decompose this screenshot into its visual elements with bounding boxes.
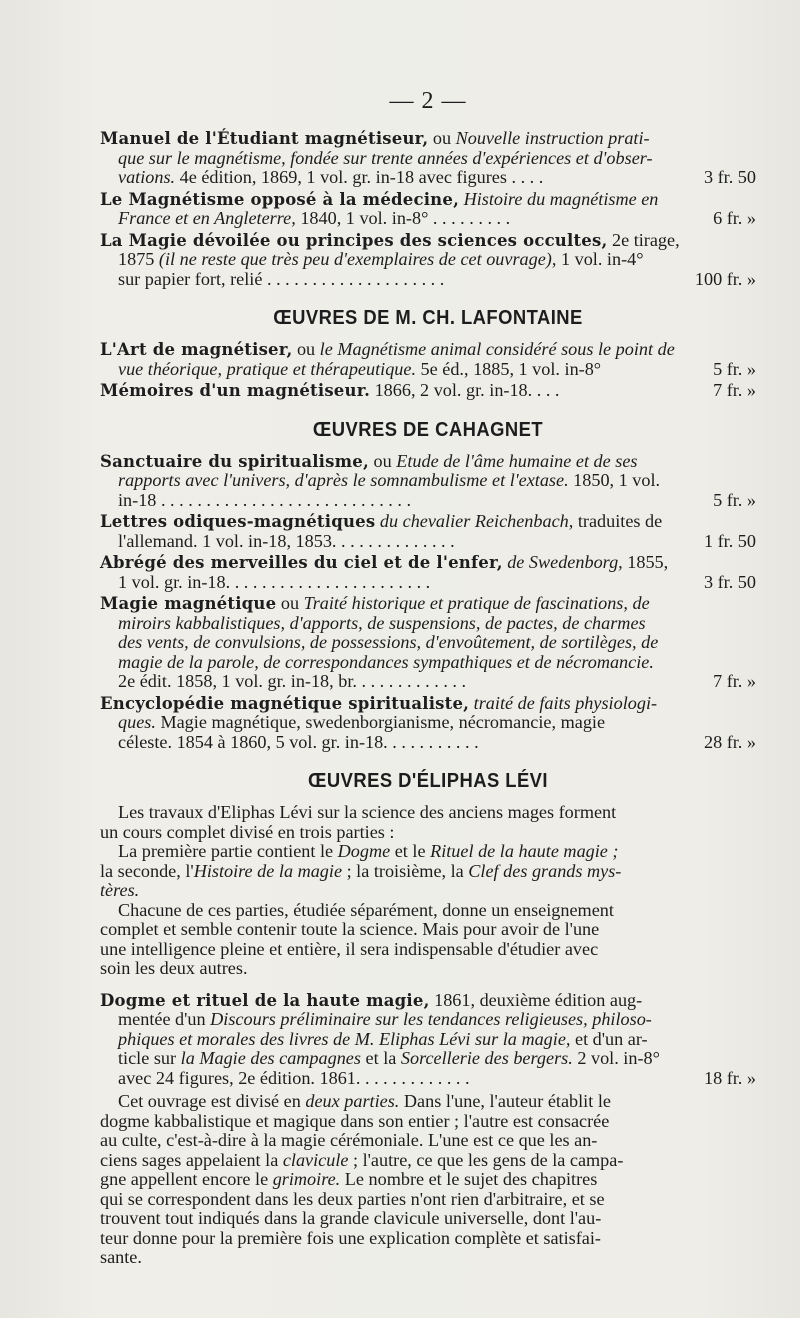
price: 7 fr. » (713, 671, 756, 691)
price: 5 fr. » (713, 489, 756, 510)
entry-title: Lettres odiques-magnétiques (100, 512, 376, 531)
section-heading-cahagnet: ŒUVRES DE CAHAGNET (312, 418, 544, 441)
levi-intro: Les travaux d'Eliphas Lévi sur la science des anciens mages forment un cours complet divisé en trois parties : La première partie contient le Dogme et le Rituel de la haute magie ; la seconde, l'Histoire de la magie ; la troisième, la Clef des grands mys- tères. Chacune de ces parties, étudiée séparément, donne un enseignement complet et semble contenir toute la science. Mais pour avoir de l'une une intelligence pleine et entière, il sera indispensable d'étudier avec soin les deux autres. (100, 802, 622, 978)
entry-memoires: Mémoires d'un magnétiseur. 1866, 2 vol. gr. in-18. . . . 7 fr. » (100, 380, 756, 400)
price: 18 fr. » (703, 1067, 756, 1088)
entry-sanctuaire: Sanctuaire du spiritualisme, ou Etude de l'âme humaine et de ses rapports avec l'univers, d'après le somnambulisme et l'extase. 1850, 1 vol. in-18 . . . . . . . . . . . . . . . . . . . . . . . . . . . . 5 fr. » (100, 450, 756, 510)
entry-title: Abrégé des merveilles du ciel et de l'enfer, (100, 553, 503, 572)
entry-manuel: Manuel de l'Étudiant magnétiseur, ou Nouvelle instruction prati- que sur le magnétisme, fondée sur trente années d'expériences et d'obser- vations. 4e édition, 1869, 1 vol. gr. in-18 avec figures . . . . 3 fr. 50 (100, 128, 756, 187)
price: 3 fr. 50 (703, 571, 756, 592)
section-heading-levi: ŒUVRES D'ÉLIPHAS LÉVI (307, 770, 548, 792)
entry-title: Mémoires d'un magnétiseur. (100, 381, 371, 400)
section-heading-lafontaine: ŒUVRES DE M. CH. LAFONTAINE (273, 307, 583, 329)
entry-title: Encyclopédie magnétique spiritualiste, (100, 693, 470, 713)
price: 3 fr. 50 (703, 167, 756, 187)
entry-title: L'Art de magnétiser, (100, 340, 293, 359)
entry-lettres-odiques: Lettres odiques-magnétiques du chevalier Reichenbach, traduites de l'allemand. 1 vol. in-18, 1853. . . . . . . . . . . . . . 1 fr. 50 (100, 511, 756, 551)
price: 1 fr. 50 (703, 530, 756, 551)
price: 100 fr. » (694, 268, 756, 289)
entry-magie-devoilee: La Magie dévoilée ou principes des sciences occultes, 2e tirage, 1875 (il ne reste que très peu d'exemplaires de cet ouvrage), 1 vol. in-4° sur papier fort, relié . . . . . . . . . . . . . . . . . . . . 100 fr. » (100, 229, 756, 289)
price: 28 fr. » (703, 731, 756, 752)
entry-magnetisme-oppose: Le Magnétisme opposé à la médecine, Histoire du magnétisme en France et en Angleterre, 1840, 1 vol. in-8° . . . . . . . . . 6 fr. » (100, 188, 756, 228)
page-number: — 2 — (389, 88, 467, 114)
price: 7 fr. » (713, 380, 756, 400)
dogme-description: Cet ouvrage est divisé en deux parties. Dans l'une, l'auteur établit le dogme kabbalistique et magique dans son entier ; l'autre est consacrée au culte, c'est-à-dire à la magie cérémoniale. L'une est ce que les an- ciens sages appelaient la clavicule ; l'autre, ce que les gens de la campa- gne appellent encore le grimoire. Le nombre et le sujet des chapitres qui se correspondent dans les deux parties n'ont rien d'arbitraire, et se trouvent tout indiqués dans la grande clavicule universelle, dont l'au- teur donne pour la première fois une explication complète et satisfai- sante. (100, 1091, 624, 1267)
entry-art-magnetiser: L'Art de magnétiser, ou le Magnétisme animal considéré sous le point de vue théorique, pratique et thérapeutique. 5e éd., 1885, 1 vol. in-8° 5 fr. » (100, 339, 756, 379)
entry-abrege: Abrégé des merveilles du ciel et de l'enfer, de Swedenborg, 1855, 1 vol. gr. in-18. . . . . . . . . . . . . . . . . . . . . . . 3 fr. 50 (100, 552, 756, 592)
price: 5 fr. » (713, 358, 756, 379)
entry-title: Sanctuaire du spiritualisme, (100, 451, 369, 471)
entry-title: Manuel de l'Étudiant magnétiseur, (100, 129, 429, 148)
price: 6 fr. » (713, 208, 756, 228)
entry-title: Dogme et rituel de la haute magie, (100, 990, 430, 1010)
entry-title: Le Magnétisme opposé à la médecine, (100, 189, 460, 209)
entry-title: Magie magnétique (100, 594, 277, 613)
entry-magie-magnetique: Magie magnétique ou Traité historique et pratique de fascinations, de miroirs kabbalistiques, d'apports, de suspensions, de pactes, de charmes des vents, de convulsions, de possessions, d'envoûtement, de sortilèges, de magie de la parole, de correspondances sympathiques et de nécromancie. 2e édit. 1858, 1 vol. gr. in-18, br. . . . . . . . . . . . . 7 fr. » (100, 593, 756, 691)
entry-encyclopedie: Encyclopédie magnétique spiritualiste, traité de faits physiologi- ques. Magie magnétique, swedenborgianisme, nécromancie, magie céleste. 1854 à 1860, 5 vol. gr. in-18. . . . . . . . . . . 28 fr. » (100, 692, 756, 752)
entry-dogme-rituel: Dogme et rituel de la haute magie, 1861, deuxième édition aug- mentée d'un Discours préliminaire sur les tendances religieuses, philoso- phiques et morales des livres de M. Eliphas Lévi sur la magie, et d'un ar- ticle sur la Magie des campagnes et la Sorcellerie des bergers. 2 vol. in-8° avec 24 figures, 2e édition. 1861. . . . . . . . . . . . . 18 fr. » (100, 989, 756, 1088)
entry-title: La Magie dévoilée ou principes des sciences occultes, (100, 230, 608, 250)
